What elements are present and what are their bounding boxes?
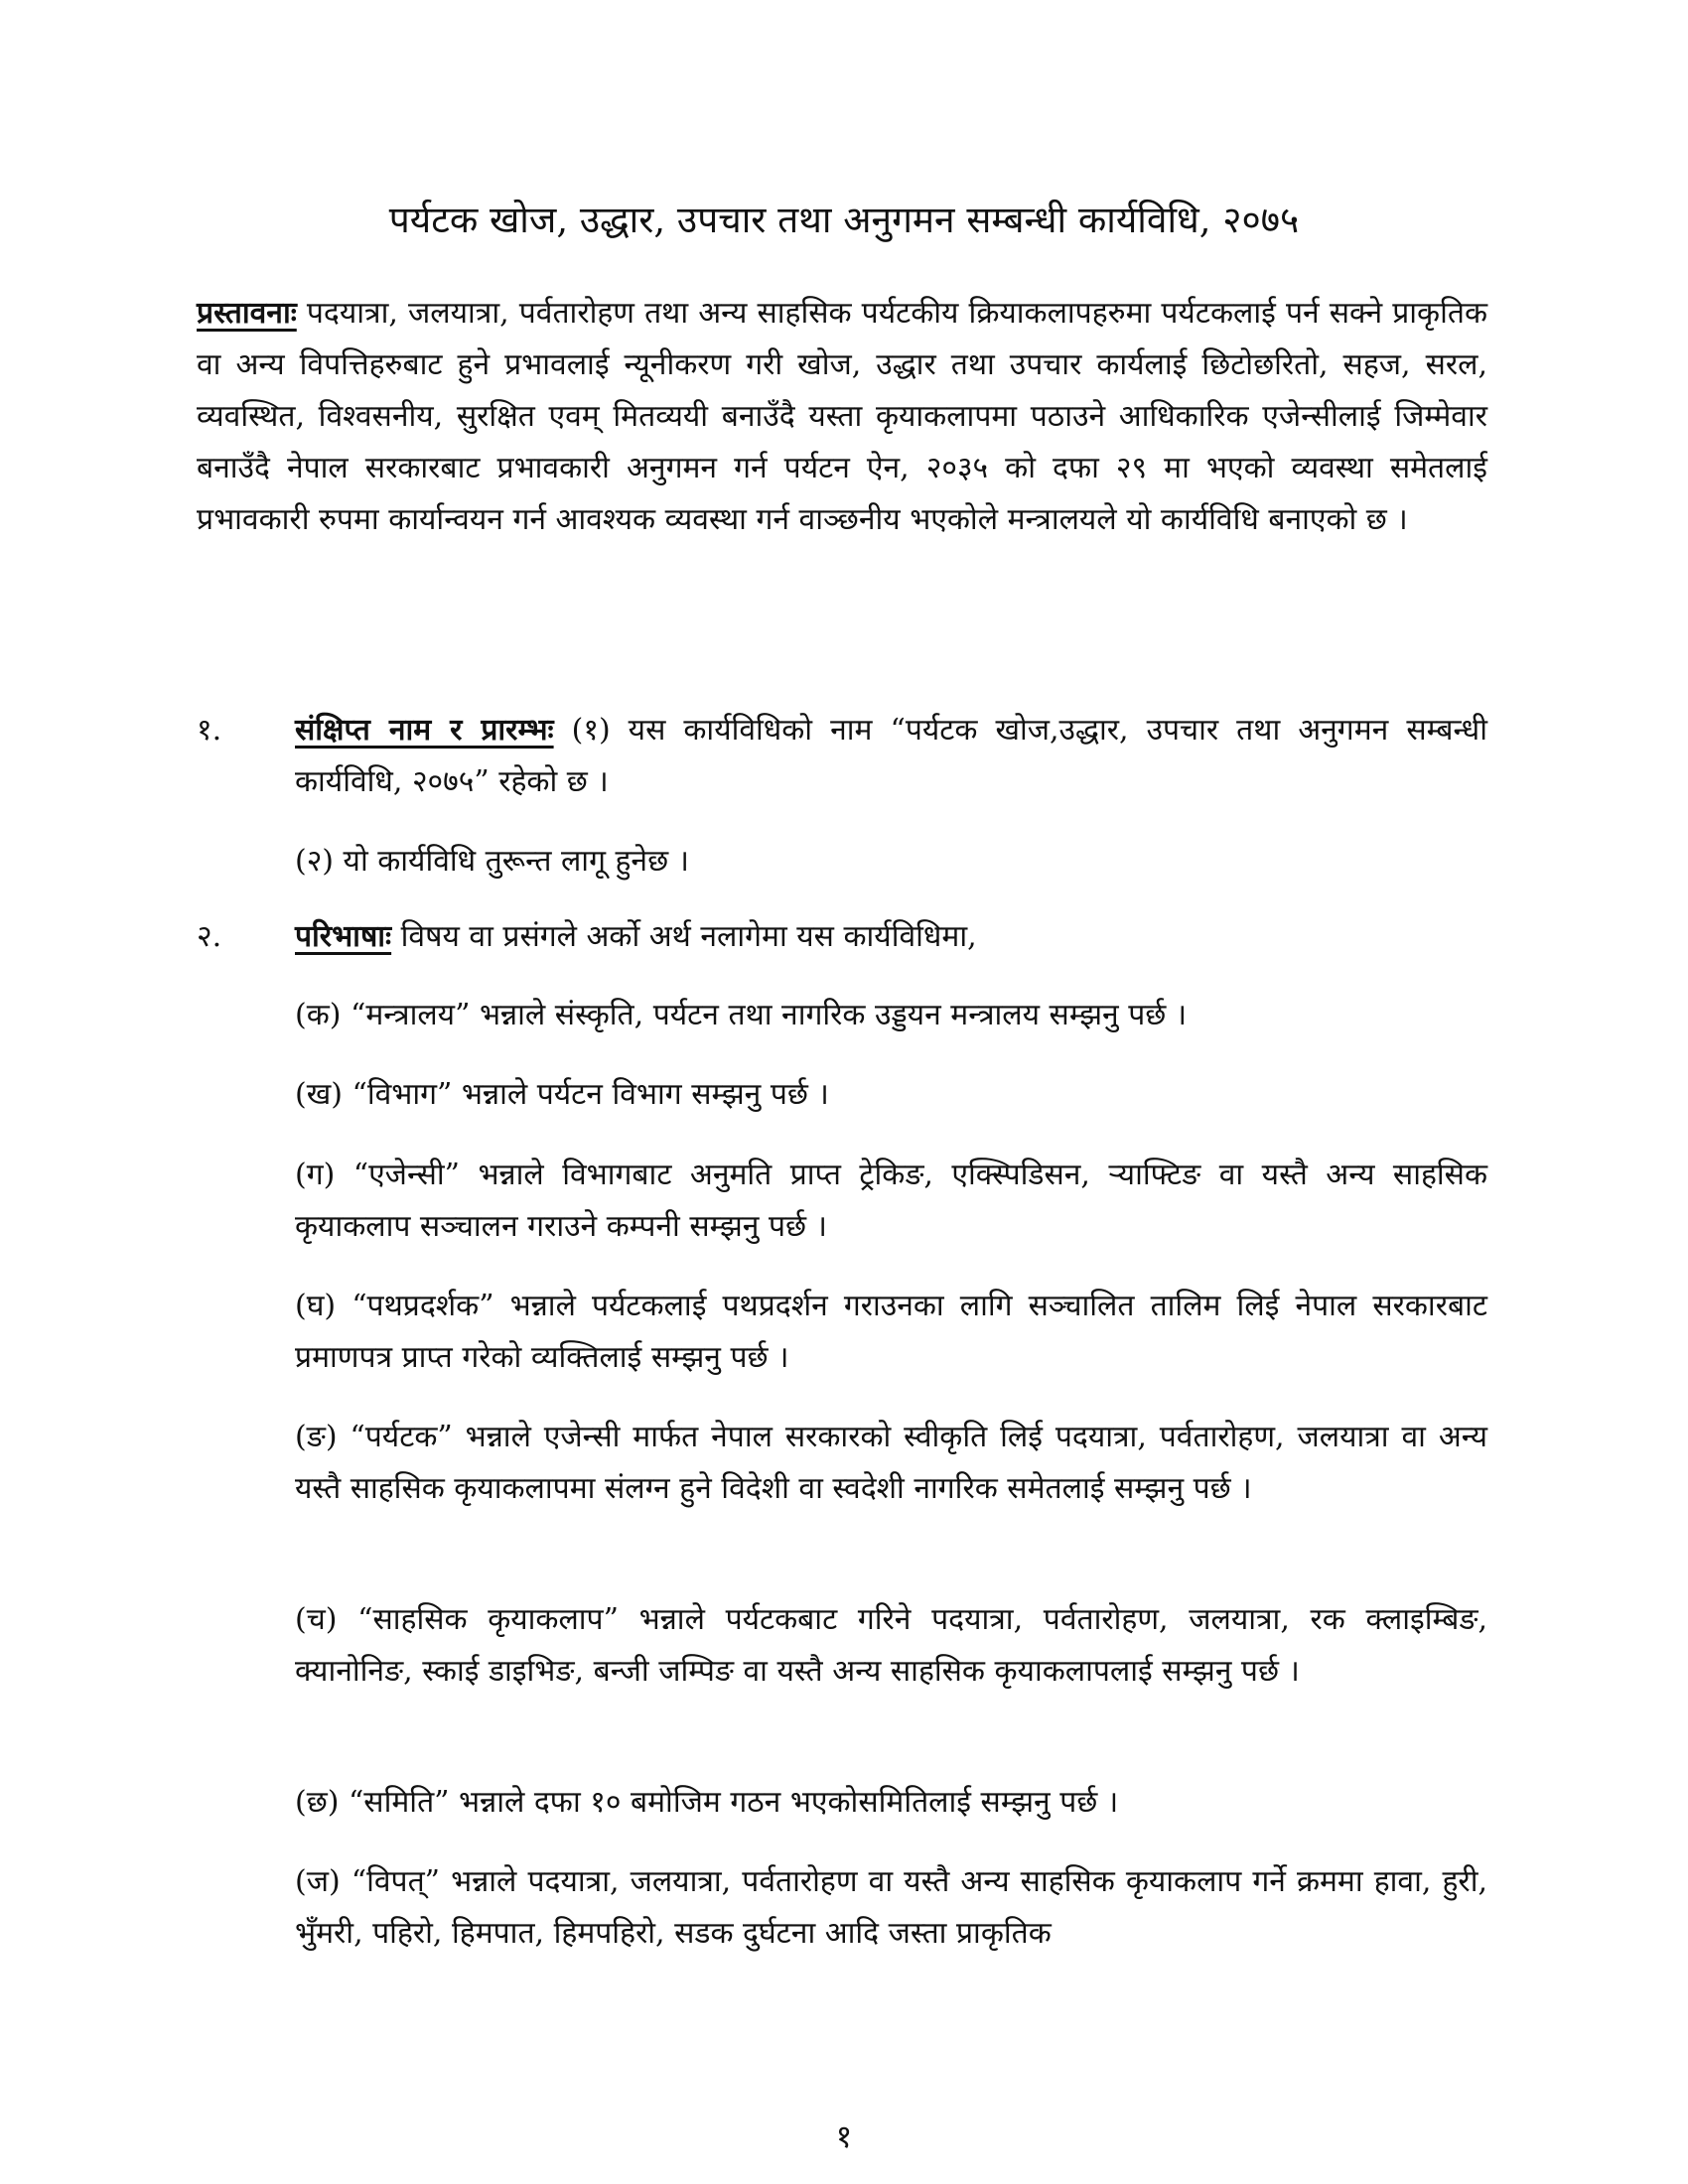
preamble-text: पदयात्रा, जलयात्रा, पर्वतारोहण तथा अन्य साहसिक पर्यटकीय क्रियाकलापहरुमा पर्यटकलाई पर्न सक्ने प्राकृतिक वा अन्य विपत्तिहरुबाट हुने प्रभावलाई न्यूनीकरण गरी खोज, उद्धार तथा उपचार कार्यलाई छिटोछरितो, सहज, सरल, व्यवस्थित, विश्वसनीय, सुरक्षित एवम् मितव्ययी बनाउँदै यस्ता कृयाकलापमा पठाउने आधिकारिक एजेन्सीलाई जिम्मेवार बनाउँदै नेपाल सरकारबाट प्रभावकारी अनुगमन गर्न पर्यटन ऐन, २०३५ को दफा २९ मा भएको व्यवस्था समेतलाई प्रभावकारी रुपमा कार्यान्वयन गर्न आवश्यक व्यवस्था गर्न वाञ्छनीय भएकोले मन्त्रालयले यो कार्यविधि बनाएको छ ।	[197, 296, 1487, 537]
preamble-label: प्रस्तावनाः	[197, 296, 297, 331]
section-2-text: विषय वा प्रसंगले अर्को अर्थ नलागेमा यस कार्यविधिमा,	[391, 919, 977, 954]
section-2-label: परिभाषाः	[295, 919, 392, 954]
definition-cha: (च) “साहसिक कृयाकलाप” भन्नाले पर्यटकबाट गरिने पदयात्रा, पर्वतारोहण, जलयात्रा, रक क्लाइम्बिङ, क्यानोनिङ, स्काई डाइभिङ, बन्जी जम्पिङ वा यस्तै अन्य साहसिक कृयाकलापलाई सम्झनु पर्छ ।	[295, 1602, 1487, 1689]
definition-chha: (छ) “समिति” भन्नाले दफा १० बमोजिम गठन भएकोसमितिलाई सम्झनु पर्छ ।	[295, 1785, 1119, 1820]
definition-gha: (घ) “पथप्रदर्शक” भन्नाले पर्यटकलाई पथप्रदर्शन गराउनका लागि सञ्चालित तालिम लिई नेपाल सरकारबाट प्रमाणपत्र प्राप्त गरेको व्यक्तिलाई सम्झनु पर्छ ।	[295, 1289, 1487, 1375]
definition-ka: (क) “मन्त्रालय” भन्नाले संस्कृति, पर्यटन तथा नागरिक उड्डयन मन्त्रालय सम्झनु पर्छ ।	[295, 998, 1188, 1032]
definition-nga: (ङ) “पर्यटक” भन्नाले एजेन्सी मार्फत नेपाल सरकारको स्वीकृति लिई पदयात्रा, पर्वतारोहण, जलयात्रा वा अन्य यस्तै साहसिक कृयाकलापमा संलग्न हुने विदेशी वा स्वदेशी नागरिक समेतलाई सम्झनु पर्छ ।	[295, 1420, 1487, 1506]
section-1-subclause-2: (२) यो कार्यविधि तुरून्त लागू हुनेछ ।	[295, 844, 690, 879]
section-1-text: (१) यस कार्यविधिको नाम “पर्यटक खोज,उद्धार, उपचार तथा अनुगमन सम्बन्धी कार्यविधि, २०७५” रहेको छ ।	[295, 713, 1488, 799]
preamble-paragraph	[197, 288, 1487, 546]
section-2-number: २.	[197, 919, 222, 954]
definition-kha: (ख) “विभाग” भन्नाले पर्यटन विभाग सम्झनु पर्छ ।	[295, 1077, 829, 1112]
section-2-paragraph	[295, 911, 1487, 963]
section-1-number: १.	[197, 713, 222, 748]
definition-ja: (ज) “विपत्” भन्नाले पदयात्रा, जलयात्रा, पर्वतारोहण वा यस्तै अन्य साहसिक कृयाकलाप गर्ने क्रममा हावा, हुरी, भुँमरी, पहिरो, हिमपात, हिमपहिरो, सडक दुर्घटना आदि जस्ता प्राकृतिक	[295, 1864, 1487, 1951]
section-1-paragraph	[295, 705, 1487, 808]
document-title: पर्यटक खोज, उद्धार, उपचार तथा अनुगमन सम्बन्धी कार्यविधि, २०७५	[388, 199, 1300, 241]
definition-ga: (ग) “एजेन्सी” भन्नाले विभागबाट अनुमति प्राप्त ट्रेकिङ, एक्स्पिडिसन, र्‍याफ्टिङ वा यस्तै अन्य साहसिक कृयाकलाप सञ्चालन गराउने कम्पनी सम्झनु पर्छ ।	[295, 1158, 1487, 1244]
section-1-label: संक्षिप्त नाम र प्रारम्भः	[295, 713, 554, 748]
page-number: १	[835, 2117, 853, 2155]
